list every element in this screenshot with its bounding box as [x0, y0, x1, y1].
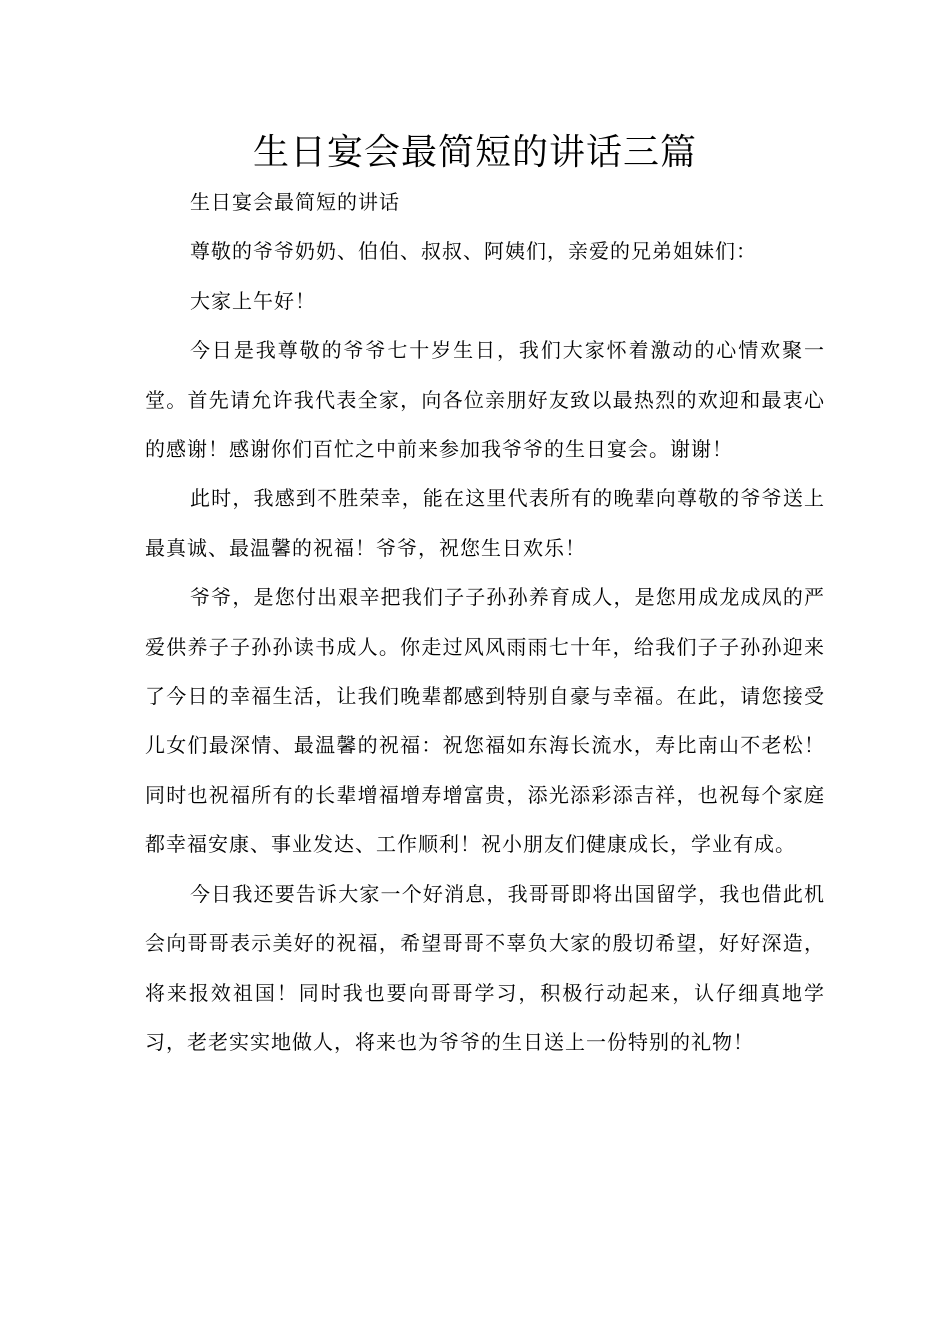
body-paragraph: 此时，我感到不胜荣幸，能在这里代表所有的晚辈向尊敬的爷爷送上最真诚、最温馨的祝福！爷爷，祝您生日欢乐！ — [145, 486, 825, 560]
body-paragraph: 今日是我尊敬的爷爷七十岁生日，我们大家怀着激动的心情欢聚一堂。首先请允许我代表全家，向各位亲朋好友致以最热烈的欢迎和最衷心的感谢！感谢你们百忙之中前来参加我爷爷的生日宴会。谢谢！ — [145, 338, 825, 462]
section-heading: 生日宴会最简短的讲话 — [190, 190, 400, 214]
body-paragraph: 今日我还要告诉大家一个好消息，我哥哥即将出国留学，我也借此机会向哥哥表示美好的祝福，希望哥哥不辜负大家的殷切希望，好好深造，将来报效祖国！同时我也要向哥哥学习，积极行动起来，认仔细真地学习，老老实实地做人，将来也为爷爷的生日送上一份特别的礼物！ — [145, 881, 825, 1054]
document-body — [145, 178, 825, 1067]
salutation-paragraph: 尊敬的爷爷奶奶、伯伯、叔叔、阿姨们，亲爱的兄弟姐妹们： — [190, 239, 757, 264]
page-title: 生日宴会最简短的讲话三篇 — [252, 132, 697, 173]
greeting-paragraph: 大家上午好！ — [190, 288, 316, 313]
body-paragraph: 爷爷，是您付出艰辛把我们子子孙孙养育成人，是您用成龙成凤的严爱供养子子孙孙读书成人。你走过风风雨雨七十年，给我们子子孙孙迎来了今日的幸福生活，让我们晚辈都感到特别自豪与幸福。在此，请您接受儿女们最深情、最温馨的祝福：祝您福如东海长流水，寿比南山不老松！同时也祝福所有的长辈增福增寿增富贵，添光添彩添吉祥，也祝每个家庭都幸福安康、事业发达、工作顺利！祝小朋友们健康成长，学业有成。 — [145, 585, 825, 857]
